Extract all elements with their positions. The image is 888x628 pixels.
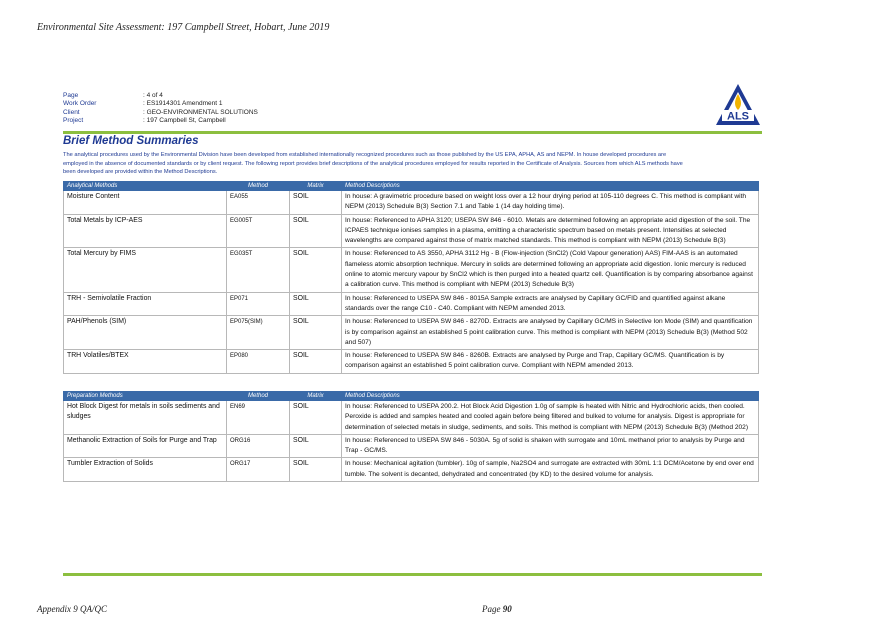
method-name: Moisture Content <box>64 191 227 215</box>
meta-value: : GEO-ENVIRONMENTAL SOLUTIONS <box>143 108 258 116</box>
table-row <box>64 214 759 248</box>
method-name: Total Metals by ICP-AES <box>64 214 227 248</box>
method-code: EG005T <box>227 214 290 248</box>
column-header-method: Method <box>227 182 290 191</box>
page-label: Page <box>482 604 501 614</box>
table-row <box>64 292 759 316</box>
method-code: ORG17 <box>227 458 290 482</box>
meta-value: : 4 of 4 <box>143 92 163 99</box>
header-divider <box>63 131 762 134</box>
page-number: 90 <box>502 604 512 614</box>
method-name: TRH - Semivolatile Fraction <box>64 292 227 316</box>
method-name: TRH Volatiles/BTEX <box>64 350 227 374</box>
meta-row-page <box>63 92 258 100</box>
method-code: EG035T <box>227 248 290 292</box>
matrix: SOIL <box>290 458 342 482</box>
column-header-matrix: Matrix <box>290 182 342 191</box>
method-code: ORG16 <box>227 434 290 458</box>
method-description: In house: Referenced to USEPA 200.2. Hot Block Acid Digestion 1.0g of sample is heated with Nitric and Hydrochloric acids, then cooled. Peroxide is added and samples heated and cooled again before being filtered and bulked to volume for analysis. Digest is appropriate for determination of selected metals in sludge, sediments, and soils. This method is compliant with NEPM (2013) Schedule B(3) (Method 202) <box>342 401 759 435</box>
method-name: Methanolic Extraction of Soils for Purge and Trap <box>64 434 227 458</box>
method-code: EP075(SIM) <box>227 316 290 350</box>
report-meta <box>63 92 258 126</box>
table-row <box>64 316 759 350</box>
method-name: Hot Block Digest for metals in soils sediments and sludges <box>64 401 227 435</box>
method-name: Total Mercury by FIMS <box>64 248 227 292</box>
table-row <box>64 458 759 482</box>
matrix: SOIL <box>290 316 342 350</box>
table-row <box>64 434 759 458</box>
section-title: Brief Method Summaries <box>63 135 199 147</box>
table-row <box>64 350 759 374</box>
column-header-method-descriptions: Method Descriptions <box>342 182 759 191</box>
meta-row-work-order <box>63 100 258 108</box>
table-row <box>64 248 759 292</box>
meta-row-project <box>63 117 258 125</box>
table-row <box>64 191 759 215</box>
footer-page <box>482 604 512 614</box>
footer-divider <box>63 573 762 576</box>
matrix: SOIL <box>290 350 342 374</box>
method-description: In house: Referenced to USEPA SW 846 - 8015A Sample extracts are analysed by Capillary GC/FID and quantified against alkane standards over the range C10 - C40. Compliant with NEPM amended 2013. <box>342 292 759 316</box>
method-code: EP080 <box>227 350 290 374</box>
method-description: In house: Referenced to USEPA SW 846 - 8260B. Extracts are analysed by Purge and Trap, Capillary GC/MS. Quantification is by comparison against an established 5 point calibration curve. Compliant with NEPM amended 2013. <box>342 350 759 374</box>
logo-text: ALS <box>727 110 749 123</box>
matrix: SOIL <box>290 214 342 248</box>
als-logo <box>714 82 762 128</box>
meta-label: Project <box>63 117 84 125</box>
method-code: EN69 <box>227 401 290 435</box>
method-name: Tumbler Extraction of Solids <box>64 458 227 482</box>
table-header-row <box>64 182 759 191</box>
matrix: SOIL <box>290 248 342 292</box>
footer-appendix: Appendix 9 QA/QC <box>37 604 107 614</box>
table-header-row <box>64 392 759 401</box>
table-row <box>64 401 759 435</box>
column-header-matrix: Matrix <box>290 392 342 401</box>
meta-value: : ES1914301 Amendment 1 <box>143 100 223 108</box>
column-header-analytical-methods: Analytical Methods <box>64 182 227 191</box>
method-description: In house: Referenced to USEPA SW 846 - 5030A. 5g of solid is shaken with surrogate and 10mL methanol prior to analysis by Purge and Trap - GC/MS. <box>342 434 759 458</box>
method-code: EP071 <box>227 292 290 316</box>
meta-label: Work Order <box>63 100 97 108</box>
report-header: Environmental Site Assessment: 197 Campbell Street, Hobart, June 2019 <box>37 22 330 33</box>
column-header-method-descriptions: Method Descriptions <box>342 392 759 401</box>
method-description: In house: Mechanical agitation (tumbler). 10g of sample, Na2SO4 and surrogate are extracted with 30mL 1:1 DCM/Acetone by end over end tumble. The solvent is decanted, dehydrated and concentrated (by KD) to the desired volume for analysis. <box>342 458 759 482</box>
column-header-method: Method <box>227 392 290 401</box>
matrix: SOIL <box>290 191 342 215</box>
column-header-preparation-methods: Preparation Methods <box>64 392 227 401</box>
meta-value: : 197 Campbell St, Campbell <box>143 117 226 125</box>
method-code: EA055 <box>227 191 290 215</box>
meta-row-client <box>63 109 258 117</box>
analytical-methods-table <box>63 181 759 374</box>
method-description: In house: Referenced to USEPA SW 846 - 8270D. Extracts are analysed by Capillary GC/MS in Selective Ion Mode (SIM) and quantification is by comparison against an established 5 point calibration curve. This method is compliant with NEPM (2013) Schedule B(3) (Method 502 and 507) <box>342 316 759 350</box>
method-name: PAH/Phenols (SIM) <box>64 316 227 350</box>
matrix: SOIL <box>290 401 342 435</box>
meta-label: Client <box>63 108 80 116</box>
matrix: SOIL <box>290 434 342 458</box>
matrix: SOIL <box>290 292 342 316</box>
intro-paragraph: The analytical procedures used by the Environmental Division have been developed from established internationally recognized procedures such as those published by the US EPA, APHA, AS and NEPM. In house developed procedures are employed in the absence of documented standards or by client request. The following report provides brief descriptions of the analytical procedures employed for results reported in the Certificate of Analysis. Sources from which ALS methods have been developed are provided within the Method Descriptions. <box>63 152 683 176</box>
method-description: In house: A gravimetric procedure based on weight loss over a 12 hour drying period at 105-110 degrees C. This method is compliant with NEPM (2013) Schedule B(3) Section 7.1 and Table 1 (14 day holding time). <box>342 191 759 215</box>
preparation-methods-table <box>63 391 759 482</box>
method-description: In house: Referenced to AS 3550, APHA 3112 Hg - B (Flow-injection (SnCl2) (Cold Vapour generation) AAS) FIM-AAS is an automated flameless atomic absorption technique. Mercury in solids are determined following an appropriate acid digestion. Ionic mercury is reduced online to atomic mercury vapour by SnCl2 which is then purged into a heated quartz cell. Quantification is by comparing absorbance against a calibration curve. This method is compliant with NEPM (2013) Schedule B(3) <box>342 248 759 292</box>
method-description: In house: Referenced to APHA 3120; USEPA SW 846 - 6010. Metals are determined following an appropriate acid digestion of the soil. The ICPAES technique ionises samples in a plasma, emitting a characteristic spectrum based on metals present. Intensities at selected wavelengths are compared against those of matrix matched standards. This method is compliant with NEPM (2013) Schedule B(3) <box>342 214 759 248</box>
meta-label: Page <box>63 92 79 99</box>
